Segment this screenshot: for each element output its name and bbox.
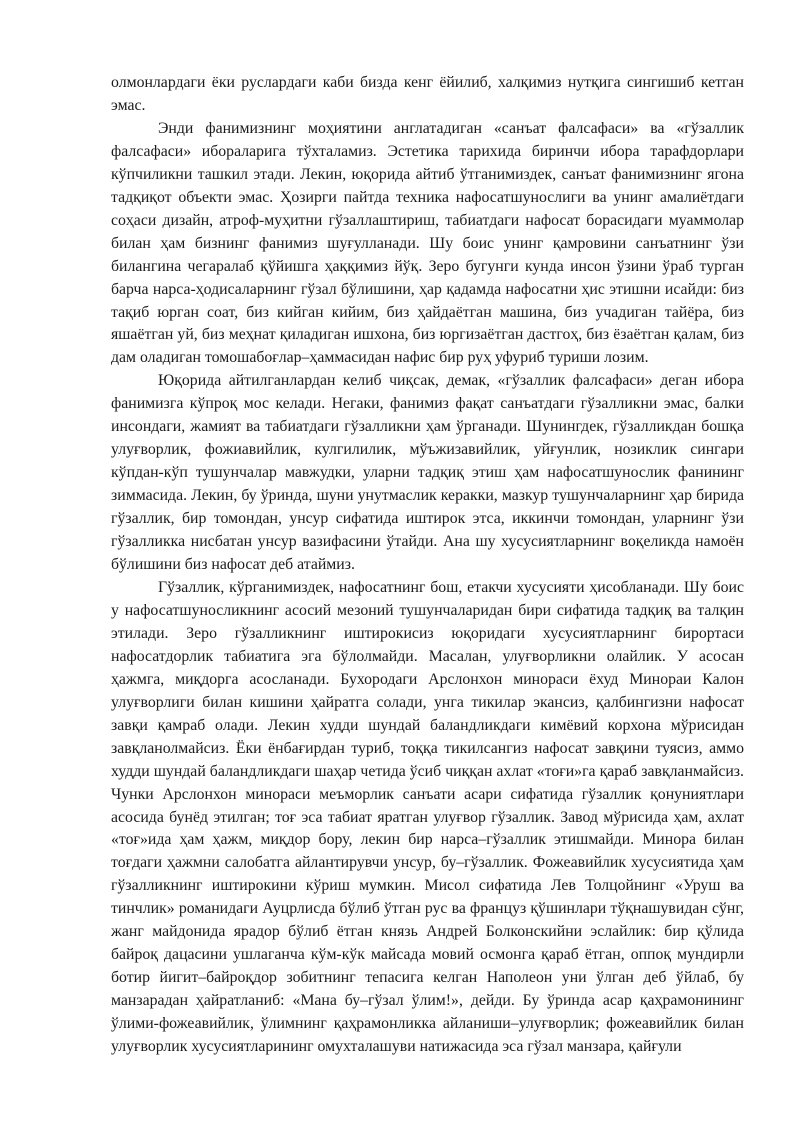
paragraph-beauty-grandeur: Гўзаллик, кўрганимиздек, нафосатнинг бош, етакчи хусусияти ҳисобланади. Шу боис у нафосатшуносликнинг асосий мезоний тушунчаларидан бири сифатида тадқиқ ва талқин этилади. Зеро гўзалликнинг иштирокисиз юқоридаги хусусиятларнинг бирортаси нафосатдорлик табиатига эга бўлолмайди. Масалан, улуғворликни олайлик. У асосан ҳажмга, миқдорга асосланади. Бухородаги Арслонхон минораси ёхуд Минораи Калон улуғворлиги билан кишини ҳайратга солади, унга тикилар экансиз, қалбингизни нафосат завқи қамраб олади. Лекин худди шундай баландликдаги кимёвий корхона мўрисидан завқланолмайсиз. Ёки ёнбағирдан туриб, тоққа тикилсангиз нафосат завқини туясиз, аммо худди шундай баландликдаги шаҳар четида ўсиб чиққан ахлат «тоғи»га қараб завқланмайсиз. Чунки Арслонхон минораси меъморлик санъати асари сифатида гўзаллик қонуниятлари асосида бунёд этилган; тоғ эса табиат яратган улуғвор гўзаллик. Завод мўрисида ҳам, ахлат «тоғ»ида ҳам ҳажм, миқдор бору, лекин бир нарса–гўзаллик этишмайди. Минора билан тоғдаги ҳажмни салобатга айлантирувчи унсур, бу–гўзаллик. Фожеавийлик хусусиятида ҳам гўзалликнинг иштирокини кўриш мумкин. Мисол сифатида Лев Толцойнинг «Уруш ва тинчлик» романидаги Ауцрлисда бўлиб ўтган рус ва француз қўшинлари тўқнашувидан сўнг, жанг майдонида ярадор бўлиб ётган князь Андрей Болконскийни эслайлик: бир қўлида байроқ дацасини ушлаганча кўм-кўк майсада мовий осмонга қараб ётган, оппоқ мундирли ботир йигит–байроқдор зобитнинг тепасига келган Наполеон уни ўлган деб ўйлаб, бу манзарадан ҳайратланиб: «Мана бу–гўзал ўлим!», дейди. Бу ўринда асар қаҳрамонининг ўлими-фожеавийлик, ўлимнинг қаҳрамонликка айланиши–улуғворлик; фожеавийлик билан улуғворлик хусусиятларининг омухталашуви натижасида эса гўзал манзара, қайғули (111, 578, 744, 1056)
paragraph-beauty-philosophy: Юқорида айтилганлардан келиб чиқсак, демак, «гўзаллик фалсафаси» деган ибора фанимизга кўпроқ мос келади. Негаки, фанимиз фақат санъатдаги гўзалликни эмас, балки инсондаги, жамият ва табиатдаги гўзалликни ҳам ўрганади. Шунингдек, гўзалликдан бошқа улуғворлик, фожиавийлик, кулгилилик, мўъжизавийлик, уйғунлик, нозиклик сингари кўпдан-кўп тушунчалар мавжудки, уларни тадқиқ этиш ҳам нафосатшунослик фанининг зиммасида. Лекин, бу ўринда, шуни унутмаслик керакки, мазкур тушунчаларнинг ҳар бирида гўзаллик, бир томондан, унсур сифатида иштирок этса, иккинчи томондан, уларнинг ўзи гўзалликка нисбатан унсур вазифасини ўтайди. Ана шу хусусиятларнинг воқеликда намоён бўлишини биз нафосат деб атаймиз. (111, 372, 744, 574)
paragraph-continuation: олмонлардаги ёки руслардаги каби бизда кенг ёйилиб, халқимиз нутқига сингишиб кетган эмас. (111, 74, 744, 114)
document-page (111, 72, 744, 1059)
paragraph-art-philosophy: Энди фанимизнинг моҳиятини англатадиган «санъат фалсафаси» ва «гўзаллик фалсафаси» ибораларига тўхталамиз. Эстетика тарихида биринчи ибора тарафдорлари кўпчиликни ташкил этади. Лекин, юқорида айтиб ўтганимиздек, санъат фанимизнинг ягона тадқиқот объекти эмас. Ҳозирги пайтда техника нафосатшунослиги ва унинг амалиётдаги соҳаси дизайн, атроф-муҳитни гўзаллаштириш, табиатдаги нафосат борасидаги муаммолар билан ҳам бизнинг фанимиз шуғулланади. Шу боис унинг қамровини санъатнинг ўзи билангина чегаралаб қўйишга ҳаққимиз йўқ. Зеро бугунги кунда инсон ўзини ўраб турган барча нарса-ҳодисаларнинг гўзал бўлишини, ҳар қадамда нафосатни ҳис этишни исайди: биз тақиб юрган соат, биз кийган кийим, биз ҳайдаётган машина, биз учадиган тайёра, биз яшаётган уй, биз меҳнат қиладиган ишхона, биз юргизаётган дастгоҳ, биз ёзаётган қалам, биз дам оладиган томошабоғлар–ҳаммасидан нафис бир руҳ уфуриб туриши лозим. (111, 119, 744, 367)
